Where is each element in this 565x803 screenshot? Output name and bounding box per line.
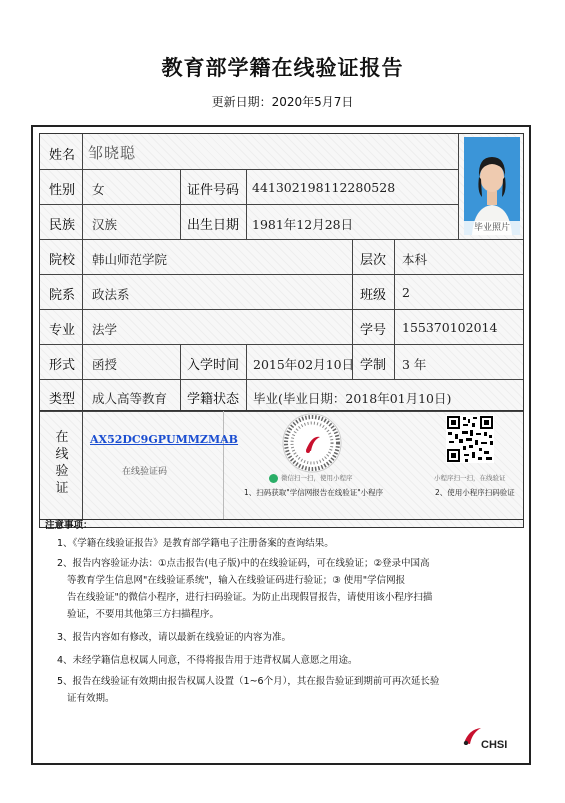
school-label: 院校 bbox=[49, 253, 76, 268]
mini-program-code[interactable] bbox=[282, 413, 342, 473]
level-value: 本科 bbox=[402, 252, 428, 267]
note-1: 1、《学籍在线验证报告》是教育部学籍电子注册备案的查询结果。 bbox=[57, 538, 334, 549]
update-date: 更新日期：2020年5月7日 bbox=[211, 95, 354, 109]
type-label: 类型 bbox=[49, 392, 76, 407]
ethnicity-value: 汉族 bbox=[92, 217, 118, 232]
duration-label: 学制 bbox=[360, 358, 387, 373]
dept-label: 院系 bbox=[49, 288, 76, 303]
birth-label: 出生日期 bbox=[187, 218, 240, 233]
status-value: 毕业(毕业日期：2018年01月10日) bbox=[253, 391, 452, 406]
major-label: 专业 bbox=[49, 323, 76, 338]
sid-label: 学号 bbox=[360, 323, 387, 338]
form-value: 函授 bbox=[92, 357, 118, 372]
note-2b: 等教育学生信息网"在线验证系统"，输入在线验证码进行验证；③ 使用"学信网报 bbox=[67, 575, 406, 586]
gender-value: 女 bbox=[92, 182, 105, 197]
note-3: 3、报告内容如有修改，请以最新在线验证的内容为准。 bbox=[57, 632, 292, 643]
note-5a: 5、报告在线验证有效期由报告权属人设置（1~6个月），其在报告验证到期前可再次延长验 bbox=[57, 676, 440, 687]
qr-tag: 小程序扫一扫，在线验证 bbox=[434, 474, 506, 482]
name-label: 姓名 bbox=[49, 148, 76, 163]
verify-code-link[interactable]: AX52DC9GPUMMZMAB bbox=[90, 433, 238, 446]
major-value: 法学 bbox=[92, 322, 118, 337]
photo-caption: 毕业照片 bbox=[464, 221, 520, 235]
note-2c: 告在线验证"的微信小程序，进行扫码验证。为防止出现假冒报告，请使用该小程序扫描 bbox=[67, 592, 433, 603]
enroll-value: 2015年02月10日 bbox=[253, 357, 355, 372]
class-value: 2 bbox=[402, 285, 410, 300]
type-value: 成人高等教育 bbox=[92, 391, 168, 406]
gender-label: 性别 bbox=[49, 183, 76, 198]
verify-step-1: 1、扫码获取"学信网报告在线验证"小程序 bbox=[244, 488, 384, 497]
chsi-logo-mark bbox=[461, 725, 483, 745]
note-2a: 2、报告内容验证办法：①点击报告(电子版)中的在线验证码，可在线验证；②登录中国高 bbox=[57, 558, 430, 569]
ethnicity-label: 民族 bbox=[49, 218, 76, 233]
level-label: 层次 bbox=[360, 253, 387, 268]
note-2d: 验证，不要用其他第三方扫描程序。 bbox=[67, 609, 220, 620]
wechat-icon bbox=[269, 474, 278, 483]
form-label: 形式 bbox=[49, 358, 76, 373]
verify-label bbox=[52, 429, 72, 497]
status-label: 学籍状态 bbox=[187, 392, 240, 407]
id-value: 441302198112280528 bbox=[252, 180, 396, 195]
enroll-label: 入学时间 bbox=[187, 358, 240, 373]
report-title: 教育部学籍在线验证报告 bbox=[161, 56, 404, 80]
report-frame bbox=[31, 125, 531, 765]
verify-section bbox=[39, 410, 524, 520]
verify-step-2: 2、使用小程序扫码验证 bbox=[435, 488, 515, 497]
id-label: 证件号码 bbox=[187, 183, 240, 198]
notes-heading: 注意事项： bbox=[45, 520, 93, 531]
duration-value: 3 年 bbox=[402, 357, 427, 372]
verify-label-text: 在 线 验 证 bbox=[55, 430, 69, 496]
graduation-photo bbox=[464, 137, 520, 235]
note-5b: 证有效期。 bbox=[67, 693, 115, 704]
qr-code[interactable] bbox=[446, 415, 494, 463]
birth-value: 1981年12月28日 bbox=[252, 217, 354, 232]
note-4: 4、未经学籍信息权属人同意，不得将报告用于违背权属人意愿之用途。 bbox=[57, 655, 358, 666]
wechat-tag: 微信扫一扫，使用小程序 bbox=[281, 474, 353, 482]
chsi-logo bbox=[461, 725, 511, 759]
name-value: 邹晓聪 bbox=[88, 144, 137, 162]
chsi-logo-text: CHSI bbox=[481, 739, 508, 751]
class-label: 班级 bbox=[360, 288, 387, 303]
school-value: 韩山师范学院 bbox=[92, 252, 168, 267]
sid-value: 155370102014 bbox=[402, 320, 498, 335]
verify-code-caption: 在线验证码 bbox=[122, 467, 168, 477]
dept-value: 政法系 bbox=[92, 287, 130, 302]
